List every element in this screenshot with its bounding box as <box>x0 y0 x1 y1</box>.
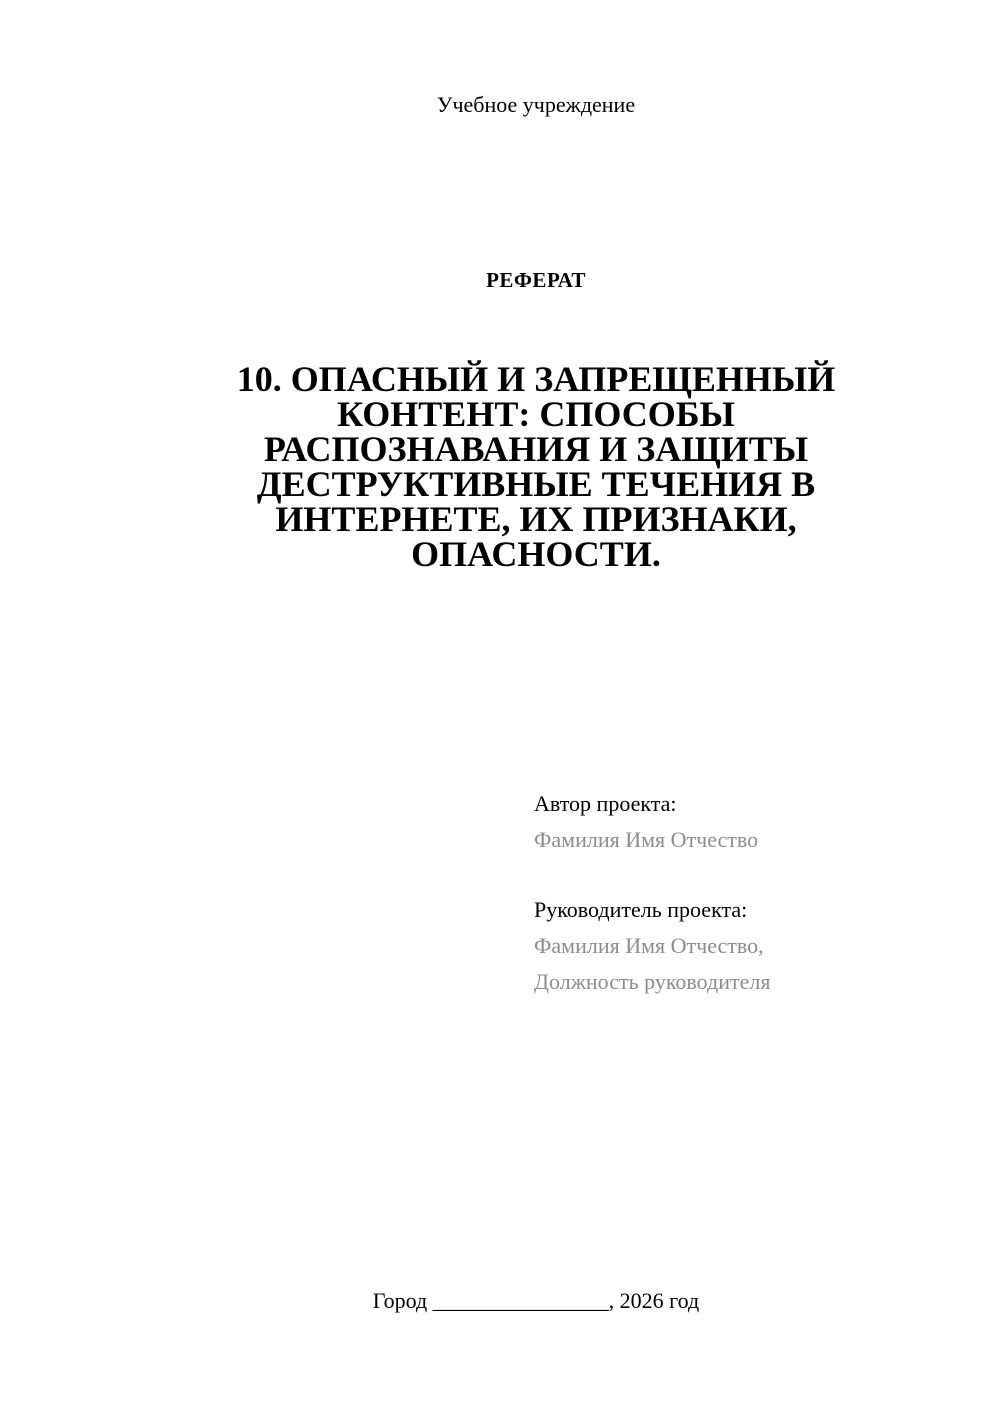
supervisor-name: Фамилия Имя Отчество, <box>534 933 764 958</box>
title-line: КОНТЕНТ: СПОСОБЫ <box>337 394 735 434</box>
title-line: РАСПОЗНАВАНИЯ И ЗАЩИТЫ <box>263 429 809 469</box>
city-year-footer: Город ________________, 2026 год <box>372 1288 700 1313</box>
supervisor-block <box>534 892 974 1000</box>
document-type: РЕФЕРАТ <box>486 268 586 292</box>
author-name: Фамилия Имя Отчество <box>534 827 759 852</box>
title-line: ОПАСНОСТИ. <box>411 534 661 574</box>
document-title <box>200 359 872 574</box>
title-line: 10. ОПАСНЫЙ И ЗАПРЕЩЕННЫЙ <box>236 359 836 399</box>
supervisor-label: Руководитель проекта: <box>534 897 748 922</box>
title-line: ИНТЕРНЕТЕ, ИХ ПРИЗНАКИ, <box>275 499 797 539</box>
author-block <box>534 786 974 858</box>
supervisor-position: Должность руководителя <box>534 969 771 994</box>
institution-name: Учебное учреждение <box>436 92 636 117</box>
title-line: ДЕСТРУКТИВНЫЕ ТЕЧЕНИЯ В <box>256 464 816 504</box>
author-label: Автор проекта: <box>534 791 677 816</box>
